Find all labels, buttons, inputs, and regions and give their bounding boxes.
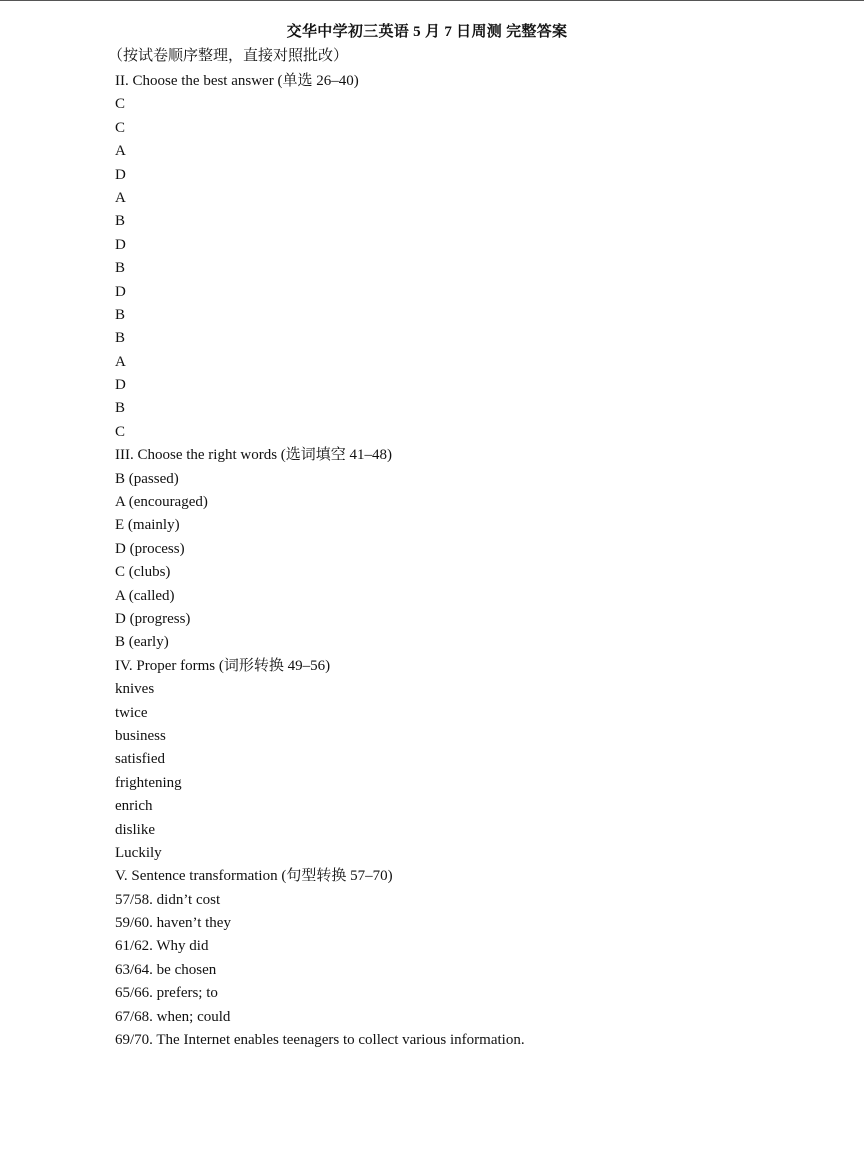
answer-content xyxy=(115,70,835,1052)
answer-item: twice xyxy=(115,704,148,721)
answer-item: 57/58. didn’t cost xyxy=(115,891,221,908)
answer-item: B xyxy=(115,400,126,417)
answer-item: knives xyxy=(115,681,155,698)
section-heading: III. Choose the right words (选词填空 41–48) xyxy=(115,447,393,464)
answer-item: 61/62. Why did xyxy=(115,938,209,955)
document-title: 交华中学初三英语 5 月 7 日周测 完整答案 xyxy=(286,24,568,40)
section-heading: II. Choose the best answer (单选 26–40) xyxy=(115,73,359,89)
answer-item: 59/60. haven’t they xyxy=(115,915,231,932)
answer-item: 63/64. be chosen xyxy=(115,961,217,978)
section-heading: IV. Proper forms (词形转换 49–56) xyxy=(115,657,331,674)
answer-item: dislike xyxy=(115,821,155,838)
section-heading: V. Sentence transformation (句型转换 57–70) xyxy=(115,868,393,885)
answer-item: C xyxy=(115,423,126,440)
answer-item: A xyxy=(115,143,126,160)
section-word-forms xyxy=(115,655,835,866)
answer-item: B (early) xyxy=(115,634,169,651)
document-subtitle: （按试卷顺序整理，直接对照批改） xyxy=(108,48,349,64)
answer-item: A (encouraged) xyxy=(115,494,208,511)
answer-item: satisfied xyxy=(115,751,165,768)
answer-item: C xyxy=(115,119,126,136)
answer-item: B xyxy=(115,213,126,230)
answer-item: D xyxy=(115,377,126,394)
answer-item: B (passed) xyxy=(115,470,179,487)
answer-item: A (called) xyxy=(115,587,175,604)
answer-item: A xyxy=(115,189,126,206)
answer-item: frightening xyxy=(115,774,182,791)
answer-item: 65/66. prefers; to xyxy=(115,985,218,1002)
section-multiple-choice xyxy=(115,70,835,444)
answer-item: E (mainly) xyxy=(115,517,180,534)
answer-item: B xyxy=(115,260,126,277)
answer-item: B xyxy=(115,306,126,323)
section-word-choice xyxy=(115,444,835,655)
answer-item: A xyxy=(115,353,126,370)
answer-item: business xyxy=(115,727,166,744)
section-sentence-transformation xyxy=(115,865,835,1052)
answer-item: 69/70. The Internet enables teenagers to collect various information. xyxy=(115,1032,525,1049)
answer-item: B xyxy=(115,330,126,347)
answer-item: Luckily xyxy=(115,844,162,861)
page-top-border xyxy=(0,0,864,1)
answer-item: D xyxy=(115,283,126,300)
answer-item: D (process) xyxy=(115,540,185,557)
answer-item: C xyxy=(115,96,126,113)
answer-item: D xyxy=(115,166,126,183)
answer-item: C (clubs) xyxy=(115,564,171,581)
answer-item: enrich xyxy=(115,798,153,815)
answer-item: 67/68. when; could xyxy=(115,1008,231,1025)
answer-item: D xyxy=(115,236,126,253)
answer-item: D (progress) xyxy=(115,610,191,627)
